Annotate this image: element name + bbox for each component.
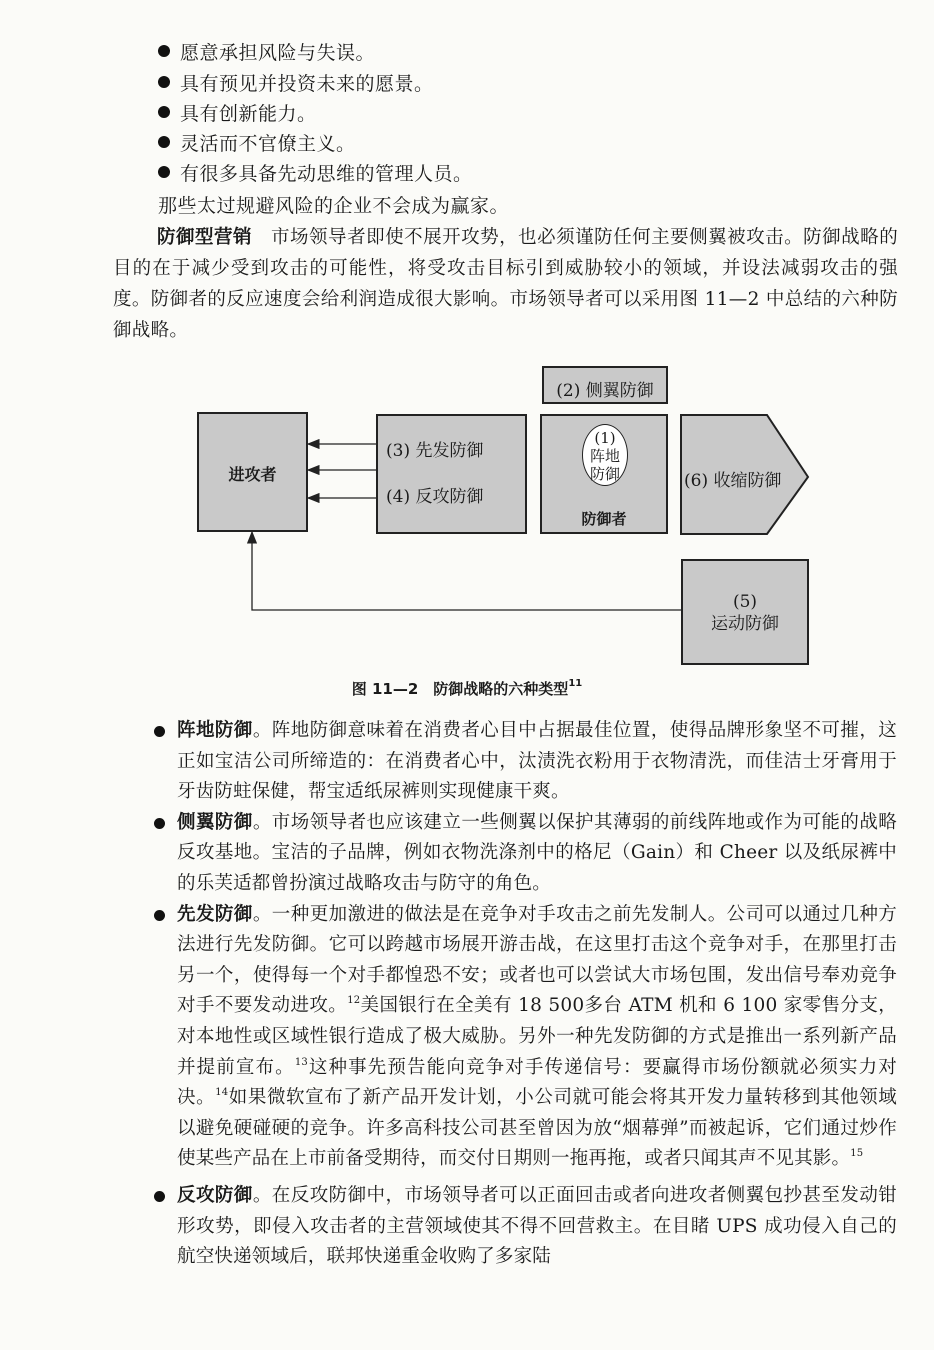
- closing-line: 那些太过规避风险的企业不会成为赢家。: [158, 195, 510, 217]
- caption-note: 11: [568, 678, 583, 689]
- attacker-box: [197, 412, 308, 532]
- bullet-icon: [158, 45, 170, 57]
- section-body: 市场领导者即使不展开攻势，也必须谨防任何主要侧翼被攻击。防御战略的目的在于减少受到攻击的可能性，将受攻击目标引到威胁较小的领域，并设法减弱攻击的强度。防御者的反应速度会给利润造成很大影响。市场领导者可以采用图 11—2 中总结的六种防御战略。: [113, 227, 898, 341]
- flank-label: (2) 侧翼防御: [556, 381, 654, 401]
- position-num: (1): [594, 429, 616, 447]
- mobile-box: [681, 559, 809, 665]
- strategy-list: [152, 716, 897, 1273]
- bullet-icon: [154, 1191, 165, 1202]
- defender-label: 防御者: [581, 510, 627, 528]
- attacker-label: 进攻者: [228, 465, 277, 484]
- figure-caption: 图 11—2 防御战略的六种类型$^{11}$: [351, 678, 583, 698]
- bullet-icon: [154, 726, 165, 737]
- flank-box: [542, 366, 668, 404]
- section-heading: 防御型营销: [157, 227, 253, 248]
- list-item-counter: 反攻防御。在反攻防御中，市场领导者可以正面回击或者向进攻者侧翼包抄甚至发动钳形攻势，即侵入攻击者的主营领域使其不得不回营救主。在目睹 UPS 成功侵入自己的航空快递领域后，联邦快递重金收购了多家陆: [152, 1181, 897, 1273]
- position-line2: 防御: [589, 465, 620, 483]
- bullet-icon: [158, 166, 170, 178]
- bullet-icon: [158, 136, 170, 148]
- defense-paragraph: [113, 222, 898, 346]
- arrow-mobile: [252, 532, 681, 610]
- list-item-preemptive: 先发防御。一种更加激进的做法是在竞争对手攻击之前先发制人。公司可以通过几种方法进行先发防御。它可以跨越市场展开游击战，在这里打击这个竞争对手，在那里打击另一个，使得每一个对手都惶恐不安；或者也可以尝试大市场包围，发出信号奉劝竞争对手不要发动进攻。$^{12}$美国银行在全美有 18 500多台 ATM 机和 6 100 家零售分支，对本地性或区域性银行造成了极大威胁。另外一种先发防御的方式是推出一系列新产品并提前宣布。$^{13}$这种事先预告能向竞争对手传递信号：要赢得市场份额就必须实力对决。$^{14}$如果微软宣布了新产品开发计划，小公司就可能会将其开发力量转移到其他领域以避免硬碰硬的竞争。许多高科技公司甚至曾因为放“烟幕弹”而被起诉，它们通过炒作使某些产品在上市前备受期待，而交付日期则一拖再拖，或者只闻其声不见其影。$^{15}$: [152, 900, 897, 1175]
- defense-diagram: [190, 362, 820, 674]
- position-circle: [582, 424, 628, 486]
- contraction-label: (6) 收缩防御: [684, 471, 782, 491]
- bullet-icon: [154, 818, 165, 829]
- top-bullet-2: 具有预见并投资未来的愿景。: [158, 71, 434, 97]
- preemptive-counter-box: [376, 414, 527, 534]
- bullet-icon: [158, 106, 170, 118]
- mobile-num: (5): [732, 592, 758, 612]
- top-bullet-1: 愿意承担风险与失误。: [158, 40, 375, 66]
- bullet-icon: [154, 910, 165, 921]
- bullet-icon: [158, 76, 170, 88]
- counter-label: (4) 反攻防御: [386, 487, 484, 507]
- list-item-flank: 侧翼防御。市场领导者也应该建立一些侧翼以保护其薄弱的前线阵地或作为可能的战略反攻基地。宝洁的子品牌，例如衣物洗涤剂中的格尼（Gain）和 Cheer 以及纸尿裤中的乐芙适都曾扮演过战略攻击与防守的角色。: [152, 808, 897, 900]
- top-bullet-3: 具有创新能力。: [158, 101, 317, 127]
- mobile-label: 运动防御: [711, 614, 779, 634]
- top-bullet-4: 灵活而不官僚主义。: [158, 131, 356, 157]
- top-bullet-5: 有很多具备先动思维的管理人员。: [158, 161, 473, 187]
- defender-box: [540, 414, 668, 534]
- mobile-text: [683, 591, 807, 635]
- position-line1: 阵地: [589, 447, 620, 465]
- preemptive-label: (3) 先发防御: [386, 441, 484, 461]
- list-item-position: 阵地防御。阵地防御意味着在消费者心目中占据最佳位置，使得品牌形象坚不可摧，这正如宝洁公司所缔造的：在消费者心中，汰渍洗衣粉用于衣物清洗，而佳洁士牙膏用于牙齿防蛀保健，帮宝适纸尿裤则实现健康干爽。: [152, 716, 897, 808]
